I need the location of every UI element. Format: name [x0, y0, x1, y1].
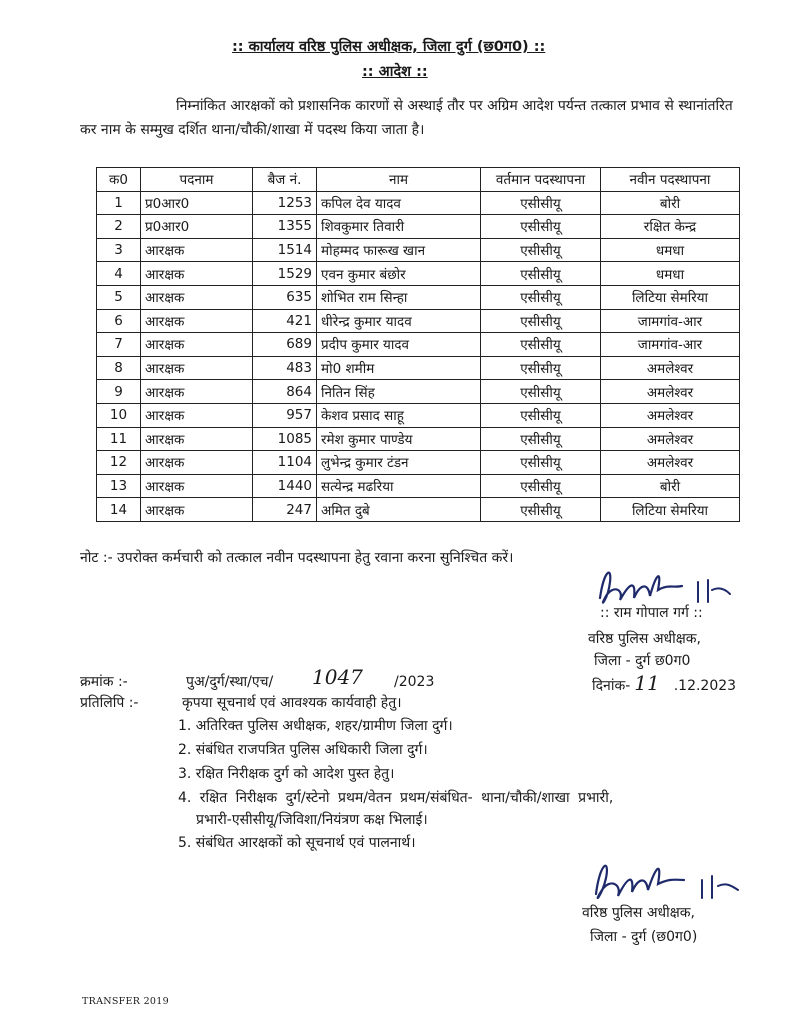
cell-designation: आरक्षक	[141, 262, 253, 286]
cell-new-posting: अमलेश्वर	[601, 356, 740, 380]
table-row	[97, 238, 740, 262]
copy-item: 5. संबंधित आरक्षकों को सूचनार्थ एवं पालनार्थ।	[178, 835, 416, 851]
signatory-1-district: जिला - दुर्ग छ0ग0	[594, 653, 691, 669]
cell-current-posting: एसीसीयू	[481, 356, 601, 380]
cell-badge: 864	[253, 380, 317, 404]
cell-serial: 10	[97, 403, 141, 427]
cell-designation: आरक्षक	[141, 498, 253, 522]
cell-new-posting: अमलेश्वर	[601, 427, 740, 451]
table-row	[97, 451, 740, 475]
cell-badge: 1355	[253, 215, 317, 239]
cell-serial: 14	[97, 498, 141, 522]
signatory-1-name: :: राम गोपाल गर्ग ::	[600, 605, 703, 621]
cell-name: लुभेन्द्र कुमार टंडन	[317, 451, 481, 475]
table-row	[97, 285, 740, 309]
reference-year: /2023	[394, 674, 435, 690]
cell-name: धीरेन्द्र कुमार यादव	[317, 309, 481, 333]
cell-name: मोहम्मद फारूख खान	[317, 238, 481, 262]
copy-intro: कृपया सूचनार्थ एवं आवश्यक कार्यवाही हेतु।	[182, 695, 402, 711]
intro-paragraph	[80, 94, 752, 142]
cell-designation: आरक्षक	[141, 356, 253, 380]
cell-badge: 1514	[253, 238, 317, 262]
cell-serial: 4	[97, 262, 141, 286]
table-row	[97, 474, 740, 498]
intro-text: निम्नांकित आरक्षकों को प्रशासनिक कारणों से अस्थाई तौर पर अग्रिम आदेश पर्यन्त तत्काल प्रभाव से स्थानांतरित कर नाम के सम्मुख दर्शित थाना/चौकी/शाखा में पदस्थ किया जाता है।	[80, 98, 733, 138]
cell-designation: आरक्षक	[141, 403, 253, 427]
note-text: नोट :- उपरोक्त कर्मचारी को तत्काल नवीन पदस्थापना हेतु रवाना करना सुनिश्चित करें।	[80, 550, 514, 566]
cell-name: सत्येन्द्र मढरिया	[317, 474, 481, 498]
cell-serial: 8	[97, 356, 141, 380]
cell-serial: 5	[97, 285, 141, 309]
cell-current-posting: एसीसीयू	[481, 380, 601, 404]
cell-designation: आरक्षक	[141, 380, 253, 404]
table-row	[97, 380, 740, 404]
cell-serial: 7	[97, 333, 141, 357]
table-row	[97, 215, 740, 239]
table-row	[97, 333, 740, 357]
cell-name: मो0 शमीम	[317, 356, 481, 380]
cell-badge: 1085	[253, 427, 317, 451]
col-header-name: नाम	[317, 168, 481, 192]
cell-current-posting: एसीसीयू	[481, 451, 601, 475]
cell-current-posting: एसीसीयू	[481, 309, 601, 333]
cell-badge: 247	[253, 498, 317, 522]
cell-current-posting: एसीसीयू	[481, 474, 601, 498]
cell-new-posting: रक्षित केन्द्र	[601, 215, 740, 239]
cell-name: शोभित राम सिन्हा	[317, 285, 481, 309]
cell-name: एवन कुमार बंछोर	[317, 262, 481, 286]
cell-current-posting: एसीसीयू	[481, 403, 601, 427]
table-body	[97, 191, 740, 521]
table-row	[97, 262, 740, 286]
table-row	[97, 498, 740, 522]
cell-badge: 1104	[253, 451, 317, 475]
date-day: 11	[634, 671, 660, 695]
cell-serial: 2	[97, 215, 141, 239]
cell-serial: 12	[97, 451, 141, 475]
signatory-1-designation: वरिष्ठ पुलिस अधीक्षक,	[588, 631, 701, 647]
signatory-1-date	[592, 671, 737, 695]
cell-name: प्रदीप कुमार यादव	[317, 333, 481, 357]
cell-designation: आरक्षक	[141, 333, 253, 357]
cell-current-posting: एसीसीयू	[481, 333, 601, 357]
cell-badge: 1253	[253, 191, 317, 215]
cell-serial: 1	[97, 191, 141, 215]
cell-designation: आरक्षक	[141, 285, 253, 309]
order-heading: :: आदेश ::	[362, 64, 428, 80]
cell-badge: 1529	[253, 262, 317, 286]
cell-designation: आरक्षक	[141, 474, 253, 498]
cell-serial: 13	[97, 474, 141, 498]
cell-current-posting: एसीसीयू	[481, 285, 601, 309]
cell-designation: आरक्षक	[141, 238, 253, 262]
col-header-designation: पदनाम	[141, 168, 253, 192]
cell-designation: आरक्षक	[141, 427, 253, 451]
cell-name: नितिन सिंह	[317, 380, 481, 404]
cell-new-posting: धमधा	[601, 262, 740, 286]
cell-new-posting: अमलेश्वर	[601, 403, 740, 427]
col-header-serial: क0	[97, 168, 141, 192]
date-label: दिनांक-	[592, 678, 631, 694]
cell-current-posting: एसीसीयू	[481, 238, 601, 262]
cell-current-posting: एसीसीयू	[481, 262, 601, 286]
cell-name: अमित दुबे	[317, 498, 481, 522]
copy-item: 4. रक्षित निरीक्षक दुर्ग/स्टेनो प्रथम/वेतन प्रथम/संबंधित- थाना/चौकी/शाखा प्रभारी,	[178, 790, 614, 806]
copy-label: प्रतिलिपि :-	[80, 695, 139, 711]
cell-serial: 3	[97, 238, 141, 262]
date-rest: .12.2023	[673, 678, 737, 694]
copy-item-continued: प्रभारी-एसीसीयू/जिविशा/नियंत्रण कक्ष भिलाई।	[196, 812, 428, 828]
cell-badge: 483	[253, 356, 317, 380]
cell-designation: प्र0आर0	[141, 215, 253, 239]
cell-badge: 1440	[253, 474, 317, 498]
signatory-2-district: जिला - दुर्ग (छ0ग0)	[590, 929, 698, 945]
cell-badge: 957	[253, 403, 317, 427]
cell-new-posting: बोरी	[601, 191, 740, 215]
cell-badge: 421	[253, 309, 317, 333]
cell-serial: 6	[97, 309, 141, 333]
cell-badge: 635	[253, 285, 317, 309]
cell-current-posting: एसीसीयू	[481, 191, 601, 215]
cell-name: रमेश कुमार पाण्डेय	[317, 427, 481, 451]
cell-new-posting: धमधा	[601, 238, 740, 262]
cell-serial: 11	[97, 427, 141, 451]
cell-new-posting: लिटिया सेमरिया	[601, 285, 740, 309]
cell-new-posting: अमलेश्वर	[601, 451, 740, 475]
cell-serial: 9	[97, 380, 141, 404]
cell-new-posting: अमलेश्वर	[601, 380, 740, 404]
cell-current-posting: एसीसीयू	[481, 498, 601, 522]
signatory-2-designation: वरिष्ठ पुलिस अधीक्षक,	[582, 905, 695, 921]
cell-current-posting: एसीसीयू	[481, 427, 601, 451]
copy-item: 1. अतिरिक्त पुलिस अधीक्षक, शहर/ग्रामीण जिला दुर्ग।	[178, 718, 453, 734]
cell-name: कपिल देव यादव	[317, 191, 481, 215]
transfer-table	[96, 167, 740, 522]
cell-designation: आरक्षक	[141, 309, 253, 333]
reference-label: क्रमांक :-	[80, 674, 128, 690]
footer-label: TRANSFER 2019	[82, 996, 169, 1007]
cell-designation: प्र0आर0	[141, 191, 253, 215]
cell-new-posting: बोरी	[601, 474, 740, 498]
cell-badge: 689	[253, 333, 317, 357]
table-row	[97, 427, 740, 451]
reference-prefix: पुअ/दुर्ग/स्था/एच/	[186, 674, 274, 690]
col-header-current-posting: वर्तमान पदस्थापना	[481, 168, 601, 192]
table-header-row	[97, 168, 740, 192]
cell-new-posting: लिटिया सेमरिया	[601, 498, 740, 522]
table-row	[97, 191, 740, 215]
col-header-badge: बैज नं.	[253, 168, 317, 192]
reference-number: 1047	[312, 665, 363, 689]
table-row	[97, 356, 740, 380]
cell-current-posting: एसीसीयू	[481, 215, 601, 239]
col-header-new-posting: नवीन पदस्थापना	[601, 168, 740, 192]
cell-new-posting: जामगांव-आर	[601, 309, 740, 333]
copy-item: 3. रक्षित निरीक्षक दुर्ग को आदेश पुस्त हेतु।	[178, 766, 395, 782]
copy-item: 2. संबंधित राजपत्रित पुलिस अधिकारी जिला दुर्ग।	[178, 742, 428, 758]
cell-designation: आरक्षक	[141, 451, 253, 475]
office-heading: :: कार्यालय वरिष्ठ पुलिस अधीक्षक, जिला दुर्ग (छ0ग0) ::	[232, 39, 546, 55]
table-row	[97, 403, 740, 427]
cell-name: शिवकुमार तिवारी	[317, 215, 481, 239]
cell-name: केशव प्रसाद साहू	[317, 403, 481, 427]
cell-new-posting: जामगांव-आर	[601, 333, 740, 357]
table-row	[97, 309, 740, 333]
